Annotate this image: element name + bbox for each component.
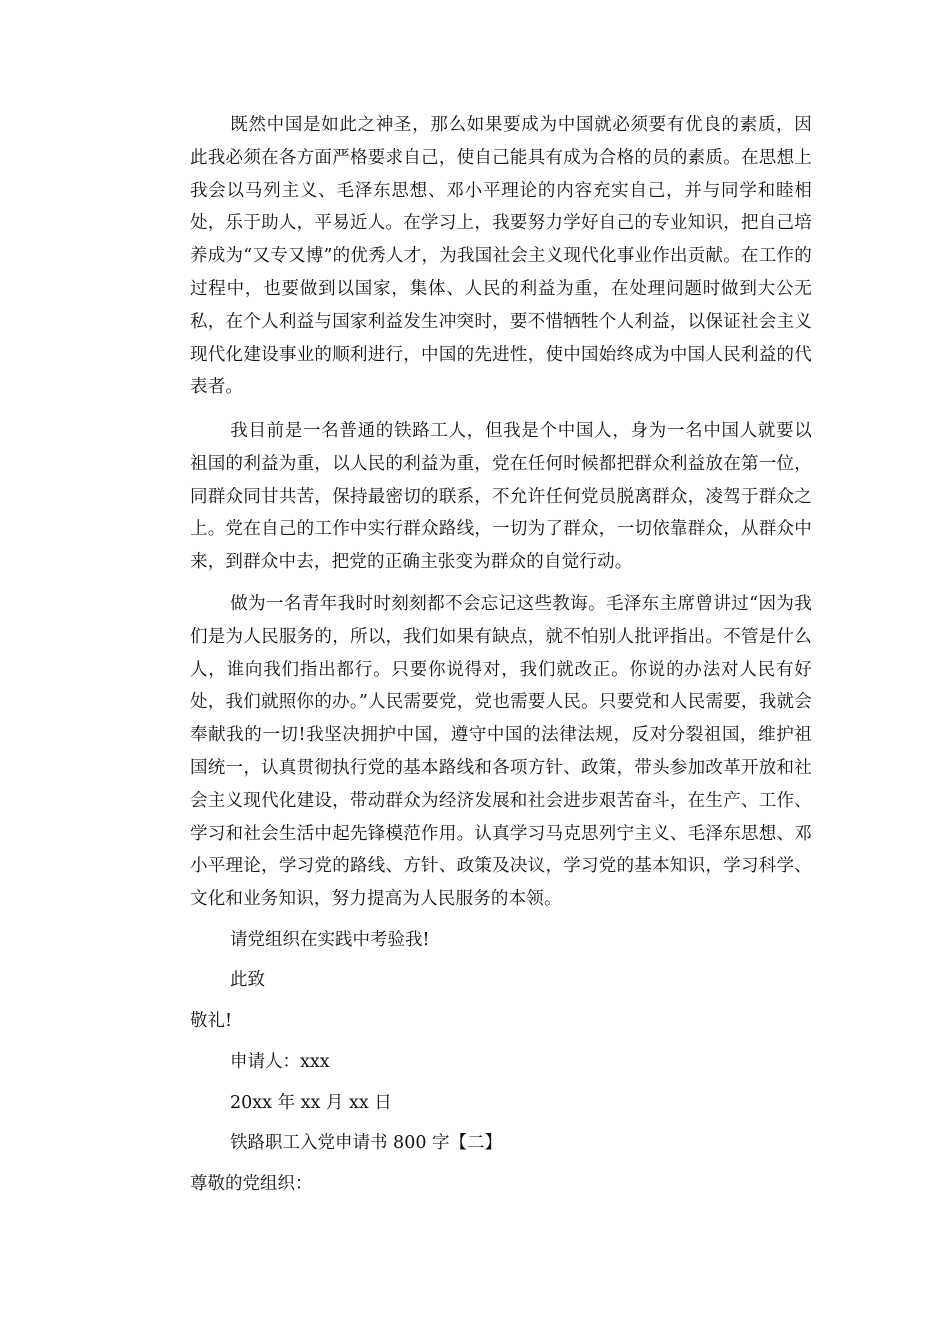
body-paragraph-3: 做为一名青年我时时刻刻都不会忘记这些教诲。毛泽东主席曾讲过“因为我们是为人民服务的，所以，我们如果有缺点，就不怕别人批评指出。不管是什么人，谁向我们指出都行。只要你说得对，我们就改正。你说的办法对人民有好处，我们就照你的办。”人民需要党，党也需要人民。只要党和人民需要，我就会奉献我的一切!我坚决拥护中国，遵守中国的法律法规，反对分裂祖国，维护祖国统一，认真贯彻执行党的基本路线和各项方针、政策，带头参加改革开放和社会主义现代化建设，带动群众为经济发展和社会进步艰苦奋斗，在生产、工作、学习和社会生活中起先锋模范作用。认真学习马克思列宁主义、毛泽东思想、邓小平理论，学习党的路线、方针、政策及决议，学习党的基本知识，学习科学、文化和业务知识，努力提高为人民服务的本领。	[190, 594, 812, 910]
body-paragraph-2: 我目前是一名普通的铁路工人，但我是个中国人，身为一名中国人就要以祖国的利益为重，以人民的利益为重，党在任何时候都把群众利益放在第一位，同群众同甘共苦，保持最密切的联系，不允许任何党员脱离群众，凌驾于群众之上。党在自己的工作中实行群众路线，一切为了群众，一切依靠群众，从群众中来，到群众中去，把党的正确主张变为群众的自觉行动。	[190, 421, 812, 573]
closing-line: 此致	[230, 970, 265, 990]
date-line: 20xx 年 xx 月 xx 日	[230, 1093, 392, 1113]
request-line: 请党组织在实践中考验我!	[230, 930, 430, 950]
body-paragraph-1: 既然中国是如此之神圣，那么如果要成为中国就必须要有优良的素质，因此我必须在各方面严格要求自己，使自己能具有成为合格的员的素质。在思想上我会以马列主义、毛泽东思想、邓小平理论的内容充实自己，并与同学和睦相处，乐于助人，平易近人。在学习上，我要努力学好自己的专业知识，把自己培养成为“又专又博”的优秀人才，为我国社会主义现代化事业作出贡献。在工作的过程中，也要做到以国家，集体、人民的利益为重，在处理问题时做到大公无私，在个人利益与国家利益发生冲突时，要不惜牺牲个人利益，以保证社会主义现代化建设事业的顺利进行，中国的先进性，使中国始终成为中国人民利益的代表者。	[190, 115, 812, 398]
next-section-title: 铁路职工入党申请书 800 字【二】	[230, 1133, 503, 1153]
next-section-greeting: 尊敬的党组织：	[190, 1174, 313, 1194]
salute-line: 敬礼!	[190, 1011, 233, 1031]
applicant-line: 申请人：xxx	[230, 1052, 330, 1072]
